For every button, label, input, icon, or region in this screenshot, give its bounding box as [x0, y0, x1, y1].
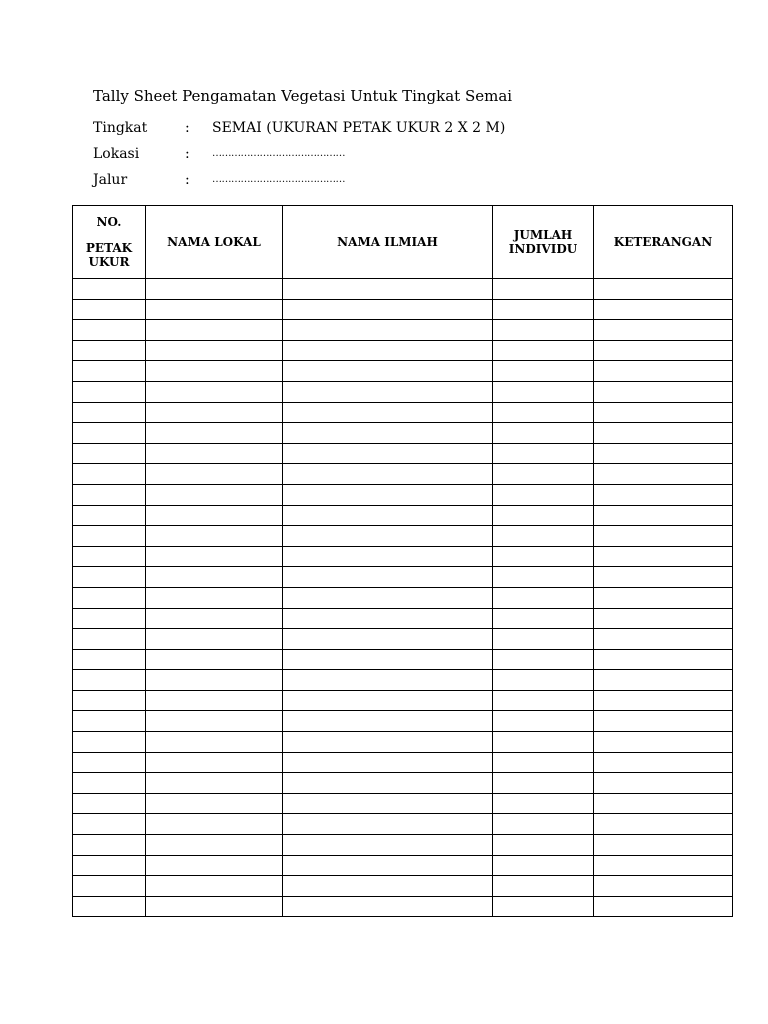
cell-nama-ilmiah	[283, 381, 493, 402]
cell-keterangan	[594, 279, 733, 300]
cell-nama-lokal	[146, 629, 283, 650]
cell-nama-ilmiah	[283, 752, 493, 773]
cell-nama-ilmiah	[283, 567, 493, 588]
cell-jumlah-individu	[493, 896, 594, 917]
cell-no-petak-ukur	[73, 835, 146, 856]
cell-keterangan	[594, 505, 733, 526]
cell-nama-ilmiah	[283, 587, 493, 608]
table-header-row	[73, 206, 733, 279]
cell-nama-lokal	[146, 690, 283, 711]
cell-keterangan	[594, 546, 733, 567]
cell-nama-lokal	[146, 299, 283, 320]
cell-nama-lokal	[146, 443, 283, 464]
cell-nama-lokal	[146, 484, 283, 505]
cell-nama-ilmiah	[283, 670, 493, 691]
cell-keterangan	[594, 608, 733, 629]
field-jalur-colon: :	[185, 172, 190, 188]
field-tingkat-colon: :	[185, 120, 190, 136]
cell-keterangan	[594, 526, 733, 547]
cell-nama-ilmiah	[283, 773, 493, 794]
cell-no-petak-ukur	[73, 608, 146, 629]
cell-nama-ilmiah	[283, 649, 493, 670]
cell-nama-lokal	[146, 381, 283, 402]
cell-no-petak-ukur	[73, 814, 146, 835]
cell-jumlah-individu	[493, 629, 594, 650]
cell-keterangan	[594, 629, 733, 650]
cell-jumlah-individu	[493, 361, 594, 382]
cell-no-petak-ukur	[73, 773, 146, 794]
cell-jumlah-individu	[493, 423, 594, 444]
header-nama-lokal: NAMA LOKAL	[146, 206, 283, 279]
cell-keterangan	[594, 299, 733, 320]
cell-keterangan	[594, 340, 733, 361]
field-lokasi-colon: :	[185, 146, 190, 162]
cell-no-petak-ukur	[73, 279, 146, 300]
cell-nama-ilmiah	[283, 711, 493, 732]
cell-nama-lokal	[146, 814, 283, 835]
sheet-title: Tally Sheet Pengamatan Vegetasi Untuk Tingkat Semai	[93, 87, 513, 105]
cell-keterangan	[594, 423, 733, 444]
cell-nama-lokal	[146, 361, 283, 382]
cell-keterangan	[594, 855, 733, 876]
table-row	[73, 361, 733, 382]
cell-nama-lokal	[146, 793, 283, 814]
cell-nama-ilmiah	[283, 526, 493, 547]
table-row	[73, 649, 733, 670]
table-row	[73, 835, 733, 856]
cell-jumlah-individu	[493, 546, 594, 567]
table-row	[73, 279, 733, 300]
cell-nama-ilmiah	[283, 793, 493, 814]
header-jumlah-individu	[493, 206, 594, 279]
table-body	[73, 279, 733, 917]
table-row	[73, 464, 733, 485]
cell-jumlah-individu	[493, 526, 594, 547]
cell-no-petak-ukur	[73, 876, 146, 897]
table-row	[73, 711, 733, 732]
cell-no-petak-ukur	[73, 587, 146, 608]
cell-nama-ilmiah	[283, 423, 493, 444]
cell-nama-lokal	[146, 732, 283, 753]
cell-jumlah-individu	[493, 340, 594, 361]
cell-jumlah-individu	[493, 835, 594, 856]
cell-nama-ilmiah	[283, 299, 493, 320]
cell-no-petak-ukur	[73, 629, 146, 650]
header-ukur-label: UKUR	[88, 255, 130, 269]
cell-nama-lokal	[146, 855, 283, 876]
cell-no-petak-ukur	[73, 690, 146, 711]
cell-no-petak-ukur	[73, 649, 146, 670]
cell-no-petak-ukur	[73, 361, 146, 382]
table-row	[73, 320, 733, 341]
cell-no-petak-ukur	[73, 732, 146, 753]
cell-jumlah-individu	[493, 752, 594, 773]
cell-nama-ilmiah	[283, 505, 493, 526]
cell-keterangan	[594, 793, 733, 814]
cell-nama-ilmiah	[283, 732, 493, 753]
cell-nama-lokal	[146, 567, 283, 588]
table-row	[73, 402, 733, 423]
cell-nama-ilmiah	[283, 629, 493, 650]
cell-no-petak-ukur	[73, 793, 146, 814]
cell-keterangan	[594, 402, 733, 423]
cell-no-petak-ukur	[73, 752, 146, 773]
cell-jumlah-individu	[493, 793, 594, 814]
table-row	[73, 526, 733, 547]
cell-nama-ilmiah	[283, 484, 493, 505]
cell-nama-lokal	[146, 773, 283, 794]
table-row	[73, 505, 733, 526]
cell-nama-lokal	[146, 608, 283, 629]
cell-jumlah-individu	[493, 855, 594, 876]
cell-keterangan	[594, 443, 733, 464]
cell-nama-ilmiah	[283, 835, 493, 856]
cell-jumlah-individu	[493, 690, 594, 711]
cell-no-petak-ukur	[73, 670, 146, 691]
header-keterangan: KETERANGAN	[594, 206, 733, 279]
table-row	[73, 773, 733, 794]
cell-jumlah-individu	[493, 567, 594, 588]
header-petak-label: PETAK	[85, 241, 133, 255]
cell-no-petak-ukur	[73, 711, 146, 732]
cell-jumlah-individu	[493, 711, 594, 732]
cell-no-petak-ukur	[73, 381, 146, 402]
cell-keterangan	[594, 896, 733, 917]
cell-keterangan	[594, 381, 733, 402]
field-tingkat-value: SEMAI (UKURAN PETAK UKUR 2 X 2 M)	[212, 120, 506, 136]
table-row	[73, 484, 733, 505]
cell-no-petak-ukur	[73, 526, 146, 547]
cell-no-petak-ukur	[73, 567, 146, 588]
table-row	[73, 690, 733, 711]
cell-jumlah-individu	[493, 587, 594, 608]
cell-nama-lokal	[146, 464, 283, 485]
cell-keterangan	[594, 876, 733, 897]
cell-keterangan	[594, 320, 733, 341]
table-row	[73, 876, 733, 897]
cell-nama-ilmiah	[283, 340, 493, 361]
table-row	[73, 814, 733, 835]
cell-nama-lokal	[146, 546, 283, 567]
cell-nama-lokal	[146, 752, 283, 773]
cell-jumlah-individu	[493, 320, 594, 341]
cell-keterangan	[594, 649, 733, 670]
table-row	[73, 340, 733, 361]
header-individu-label: INDIVIDU	[508, 242, 578, 256]
table-row	[73, 299, 733, 320]
table-row	[73, 608, 733, 629]
field-tingkat-label: Tingkat	[93, 120, 148, 136]
cell-keterangan	[594, 690, 733, 711]
cell-nama-ilmiah	[283, 443, 493, 464]
cell-nama-ilmiah	[283, 464, 493, 485]
field-jalur-label: Jalur	[93, 172, 128, 188]
table-row	[73, 855, 733, 876]
cell-keterangan	[594, 567, 733, 588]
table-row	[73, 423, 733, 444]
cell-keterangan	[594, 814, 733, 835]
cell-jumlah-individu	[493, 279, 594, 300]
cell-jumlah-individu	[493, 773, 594, 794]
cell-no-petak-ukur	[73, 464, 146, 485]
cell-no-petak-ukur	[73, 505, 146, 526]
cell-keterangan	[594, 587, 733, 608]
cell-keterangan	[594, 670, 733, 691]
cell-nama-ilmiah	[283, 361, 493, 382]
cell-nama-lokal	[146, 587, 283, 608]
table-row	[73, 567, 733, 588]
cell-nama-lokal	[146, 711, 283, 732]
cell-jumlah-individu	[493, 649, 594, 670]
table-row	[73, 670, 733, 691]
cell-nama-lokal	[146, 279, 283, 300]
cell-jumlah-individu	[493, 876, 594, 897]
cell-jumlah-individu	[493, 402, 594, 423]
cell-nama-lokal	[146, 835, 283, 856]
cell-nama-ilmiah	[283, 402, 493, 423]
header-no-petak-ukur	[73, 206, 146, 279]
cell-nama-ilmiah	[283, 690, 493, 711]
cell-jumlah-individu	[493, 381, 594, 402]
cell-keterangan	[594, 732, 733, 753]
cell-nama-ilmiah	[283, 876, 493, 897]
table-row	[73, 381, 733, 402]
cell-nama-lokal	[146, 876, 283, 897]
cell-keterangan	[594, 773, 733, 794]
cell-keterangan	[594, 361, 733, 382]
tally-table	[72, 205, 733, 917]
field-lokasi-label: Lokasi	[93, 146, 140, 162]
cell-nama-lokal	[146, 340, 283, 361]
cell-no-petak-ukur	[73, 855, 146, 876]
cell-keterangan	[594, 464, 733, 485]
cell-no-petak-ukur	[73, 443, 146, 464]
field-jalur-value: ……………………………………	[212, 174, 345, 185]
cell-nama-ilmiah	[283, 608, 493, 629]
cell-nama-lokal	[146, 670, 283, 691]
cell-jumlah-individu	[493, 505, 594, 526]
cell-jumlah-individu	[493, 670, 594, 691]
cell-no-petak-ukur	[73, 402, 146, 423]
cell-jumlah-individu	[493, 608, 594, 629]
cell-jumlah-individu	[493, 443, 594, 464]
cell-no-petak-ukur	[73, 340, 146, 361]
cell-jumlah-individu	[493, 732, 594, 753]
cell-no-petak-ukur	[73, 299, 146, 320]
table-row	[73, 546, 733, 567]
cell-nama-lokal	[146, 649, 283, 670]
header-no-label: NO.	[96, 215, 122, 229]
cell-nama-lokal	[146, 320, 283, 341]
table-row	[73, 587, 733, 608]
table-row	[73, 793, 733, 814]
cell-nama-ilmiah	[283, 855, 493, 876]
cell-nama-lokal	[146, 505, 283, 526]
cell-no-petak-ukur	[73, 484, 146, 505]
field-lokasi-value: ……………………………………	[212, 148, 345, 159]
header-nama-ilmiah: NAMA ILMIAH	[283, 206, 493, 279]
cell-nama-ilmiah	[283, 896, 493, 917]
cell-nama-ilmiah	[283, 546, 493, 567]
cell-jumlah-individu	[493, 814, 594, 835]
cell-nama-lokal	[146, 896, 283, 917]
cell-jumlah-individu	[493, 299, 594, 320]
cell-nama-ilmiah	[283, 320, 493, 341]
table-row	[73, 443, 733, 464]
cell-nama-ilmiah	[283, 814, 493, 835]
cell-no-petak-ukur	[73, 423, 146, 444]
table-row	[73, 629, 733, 650]
cell-nama-lokal	[146, 402, 283, 423]
table-row	[73, 752, 733, 773]
table-row	[73, 732, 733, 753]
cell-no-petak-ukur	[73, 546, 146, 567]
cell-nama-ilmiah	[283, 279, 493, 300]
cell-nama-lokal	[146, 423, 283, 444]
cell-keterangan	[594, 711, 733, 732]
cell-no-petak-ukur	[73, 320, 146, 341]
cell-keterangan	[594, 752, 733, 773]
cell-no-petak-ukur	[73, 896, 146, 917]
cell-keterangan	[594, 835, 733, 856]
cell-jumlah-individu	[493, 464, 594, 485]
cell-keterangan	[594, 484, 733, 505]
cell-nama-lokal	[146, 526, 283, 547]
header-jumlah-label: JUMLAH	[513, 228, 573, 242]
cell-jumlah-individu	[493, 484, 594, 505]
table-row	[73, 896, 733, 917]
